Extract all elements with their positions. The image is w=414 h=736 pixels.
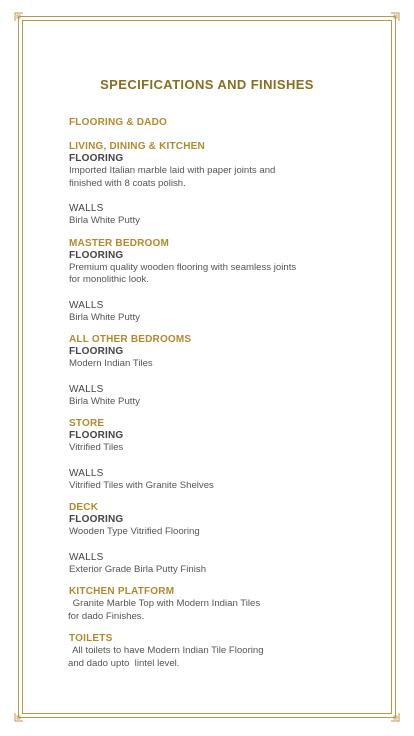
flooring-label: FLOORING	[69, 430, 124, 441]
room-living-dining-kitchen	[69, 141, 359, 228]
room-title: LIVING, DINING & KITCHEN	[69, 141, 205, 152]
room-title: MASTER BEDROOM	[69, 237, 170, 249]
corner-ornament-icon	[390, 712, 400, 722]
section-heading: FLOORING & DADO	[69, 117, 167, 128]
flooring-label: FLOORING	[69, 249, 124, 261]
corner-ornament-icon	[14, 12, 24, 22]
flooring-text: finished with 8 coats polish.	[69, 177, 186, 189]
toilets	[69, 633, 359, 670]
spec-content	[69, 117, 359, 680]
kitchen-platform-text: for dado Finishes.	[68, 610, 145, 622]
flooring-text: for monolithic look.	[69, 274, 149, 285]
room-title: DECK	[69, 502, 99, 513]
walls-label: WALLS	[69, 551, 104, 563]
walls-label: WALLS	[69, 203, 104, 214]
flooring-label: FLOORING	[69, 346, 124, 357]
walls-text: Birla White Putty	[69, 215, 140, 226]
flooring-label: FLOORING	[69, 153, 124, 164]
room-title: KITCHEN PLATFORM	[69, 586, 175, 597]
flooring-label: FLOORING	[69, 514, 124, 525]
flooring-text: Wooden Type Vitrified Flooring	[69, 526, 200, 537]
flooring-text: Premium quality wooden flooring with seamless joints	[69, 261, 297, 273]
page-title: SPECIFICATIONS AND FINISHES	[100, 77, 314, 92]
walls-label: WALLS	[69, 383, 104, 395]
room-title: TOILETS	[69, 633, 113, 644]
room-title: ALL OTHER BEDROOMS	[69, 334, 192, 345]
toilets-text: All toilets to have Modern Indian Tile Flooring	[70, 645, 264, 656]
room-deck	[69, 502, 359, 576]
walls-label: WALLS	[69, 467, 104, 479]
walls-text: Exterior Grade Birla Putty Finish	[69, 563, 207, 575]
kitchen-platform	[69, 586, 359, 623]
room-store	[69, 418, 359, 492]
kitchen-platform-text: Granite Marble Top with Modern Indian Tiles	[70, 598, 261, 609]
flooring-text: Vitrified Tiles	[69, 442, 124, 453]
walls-text: Birla White Putty	[69, 311, 140, 323]
room-master-bedroom	[69, 238, 359, 325]
toilets-text: and dado upto lintel level.	[68, 657, 180, 669]
corner-ornament-icon	[14, 712, 24, 722]
room-all-other-bedrooms	[69, 334, 359, 408]
room-title: STORE	[69, 418, 105, 429]
walls-text: Vitrified Tiles with Granite Shelves	[69, 479, 214, 491]
flooring-text: Imported Italian marble laid with paper joints and	[69, 165, 276, 176]
flooring-text: Modern Indian Tiles	[69, 358, 153, 369]
walls-text: Birla White Putty	[69, 395, 140, 407]
walls-label: WALLS	[69, 299, 104, 311]
corner-ornament-icon	[390, 12, 400, 22]
